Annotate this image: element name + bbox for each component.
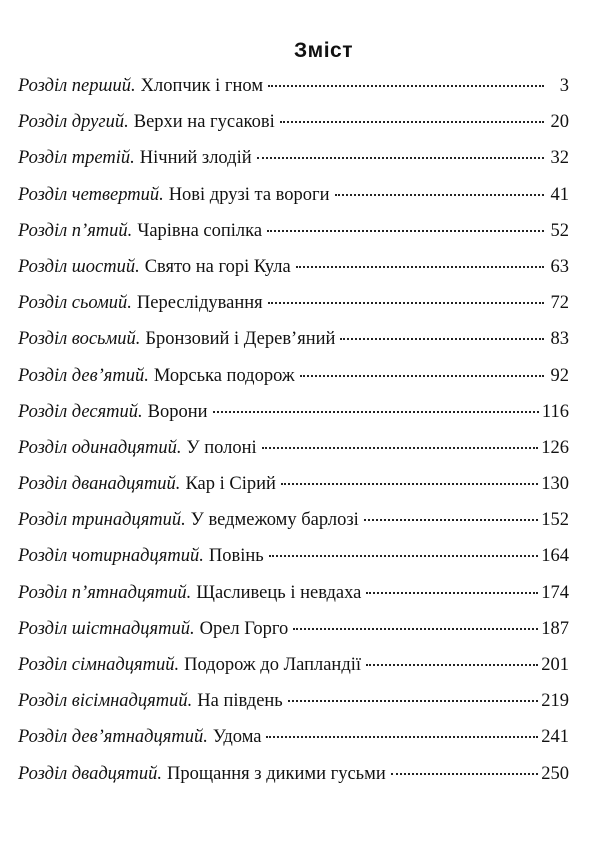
page-number: 130	[541, 474, 569, 495]
dot-leader	[262, 447, 539, 449]
dot-leader	[269, 555, 539, 557]
dot-leader	[268, 302, 544, 304]
chapter-title: Орел Горго	[199, 618, 289, 639]
toc-entry	[18, 329, 569, 365]
chapter-title: Свято на горі Кула	[144, 256, 291, 277]
dot-leader	[213, 411, 539, 413]
page-number: 201	[541, 655, 569, 675]
dot-leader	[280, 121, 544, 123]
chapter-number: Розділ двадцятий.	[18, 763, 163, 784]
toc-entry	[18, 185, 569, 221]
chapter-title: Кар і Сірий	[185, 474, 276, 495]
page-number: 174	[541, 582, 569, 603]
page-number: 52	[550, 220, 569, 241]
dot-leader	[364, 519, 538, 521]
toc-entry	[18, 764, 569, 800]
toc-entry	[18, 546, 569, 582]
toc-entry	[18, 510, 569, 546]
chapter-title: Переслідування	[136, 293, 263, 314]
toc-entry	[18, 148, 569, 184]
page-number: 250	[541, 763, 569, 784]
toc-entry	[18, 76, 569, 112]
dot-leader	[268, 85, 544, 87]
chapter-number: Розділ п’ятий.	[18, 220, 133, 241]
dot-leader	[288, 700, 539, 702]
page-title: Зміст	[294, 39, 353, 62]
toc-entry	[18, 257, 569, 293]
toc-entry	[18, 293, 569, 329]
chapter-number: Розділ одинадцятий.	[18, 437, 182, 458]
dot-leader	[281, 483, 538, 485]
chapter-number: Розділ дванадцятий.	[18, 474, 181, 495]
chapter-number: Розділ чотирнадцятий.	[18, 546, 204, 567]
chapter-title: Бронзовий і Дерев’яний	[145, 329, 336, 350]
page-number: 32	[550, 148, 569, 169]
dot-leader	[300, 375, 544, 377]
page-number: 219	[541, 691, 569, 712]
chapter-title: Нічний злодій	[139, 148, 252, 169]
chapter-title: Прощання з дикими гусьми	[167, 763, 386, 784]
dot-leader	[266, 736, 538, 738]
toc-entry	[18, 221, 569, 257]
chapter-title: Морська подорож	[153, 365, 295, 386]
dot-leader	[296, 266, 544, 268]
page-number: 126	[541, 437, 569, 458]
toc-entry	[18, 727, 569, 763]
dot-leader	[366, 592, 538, 594]
chapter-title: Чарівна сопілка	[137, 220, 263, 241]
dot-leader	[335, 194, 544, 196]
chapter-number: Розділ тринадцятий.	[18, 510, 186, 531]
toc-entry	[18, 619, 569, 655]
chapter-title: Нові друзі та вороги	[168, 184, 330, 205]
toc-entry	[18, 583, 569, 619]
dot-leader	[391, 773, 539, 775]
chapter-title: Подорож до Лапландії	[184, 655, 362, 675]
chapter-title: Удома	[212, 727, 262, 748]
chapter-title: У полоні	[186, 437, 257, 458]
chapter-number: Розділ сьомий.	[18, 293, 132, 314]
chapter-number: Розділ десятий.	[18, 401, 143, 422]
dot-leader	[366, 664, 538, 666]
toc-entry	[18, 474, 569, 510]
toc-entry	[18, 438, 569, 474]
toc-entry	[18, 366, 569, 402]
chapter-title: Щасливець і невдаха	[196, 582, 362, 603]
page-number: 41	[550, 184, 569, 205]
chapter-title: Хлопчик і гном	[140, 76, 264, 96]
toc-entry	[18, 655, 569, 691]
page-number: 63	[550, 256, 569, 277]
chapter-number: Розділ шостий.	[18, 256, 140, 277]
chapter-number: Розділ вісімнадцятий.	[18, 691, 193, 712]
dot-leader	[257, 157, 544, 159]
page-number: 20	[550, 112, 569, 133]
chapter-number: Розділ дев’ятий.	[18, 365, 149, 386]
chapter-number: Розділ дев’ятнадцятий.	[18, 727, 208, 748]
page-number: 3	[559, 76, 569, 96]
chapter-number: Розділ восьмий.	[18, 329, 141, 350]
toc-page	[18, 38, 569, 800]
chapter-title: На південь	[197, 691, 283, 712]
page-number: 152	[541, 510, 569, 531]
dot-leader	[293, 628, 538, 630]
dot-leader	[340, 338, 544, 340]
toc-entry	[18, 691, 569, 727]
chapter-number: Розділ шістнадцятий.	[18, 618, 195, 639]
chapter-number: Розділ другий.	[18, 112, 129, 133]
page-number: 116	[541, 401, 569, 422]
toc-entry	[18, 112, 569, 148]
dot-leader	[267, 230, 544, 232]
chapter-title: Повінь	[208, 546, 264, 567]
toc-entry	[18, 402, 569, 438]
chapter-number: Розділ сімнадцятий.	[18, 655, 180, 675]
chapter-title: Ворони	[147, 401, 208, 422]
page-number: 241	[541, 727, 569, 748]
chapter-number: Розділ п’ятнадцятий.	[18, 582, 192, 603]
chapter-title: Верхи на гусакові	[133, 112, 275, 133]
page-number: 187	[541, 618, 569, 639]
page-number: 83	[550, 329, 569, 350]
page-number: 164	[541, 546, 569, 567]
chapter-number: Розділ перший.	[18, 76, 136, 96]
chapter-number: Розділ третій.	[18, 148, 135, 169]
chapter-title: У ведмежому барлозі	[190, 510, 359, 531]
chapter-number: Розділ четвертий.	[18, 184, 164, 205]
toc-list	[18, 76, 569, 800]
page-number: 72	[550, 293, 569, 314]
page-number: 92	[550, 365, 569, 386]
